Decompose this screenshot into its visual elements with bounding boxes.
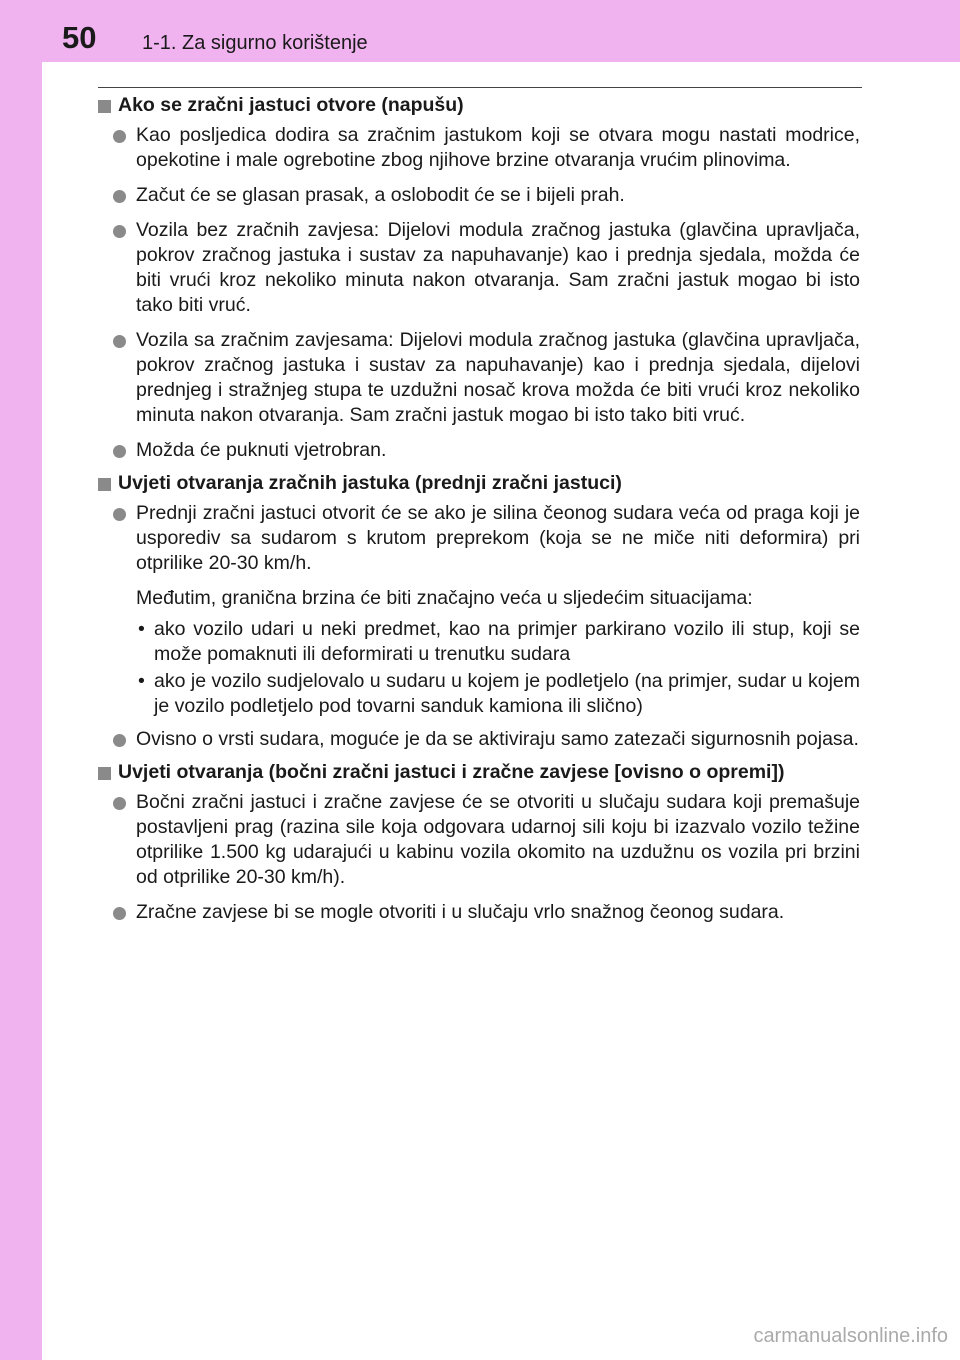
watermark: carmanualsonline.info [753,1325,948,1347]
section-heading-text: Uvjeti otvaranja zračnih jastuka (prednji zračni jastuci) [118,472,622,494]
circle-bullet-icon [113,335,126,348]
circle-bullet-icon [113,508,126,521]
circle-bullet-icon [113,225,126,238]
list-item-text: Začut će se glasan prasak, a oslobodit će se i bijeli prah. [136,184,625,206]
section-heading-text: Ako se zračni jastuci otvore (napušu) [118,94,464,116]
running-title: 1-1. Za sigurno korištenje [142,32,368,54]
section-heading [98,471,860,496]
list-item [98,123,860,173]
section-heading [98,93,860,118]
sub-list-item [98,669,860,719]
list-item-text: Vozila sa zračnim zavjesama: Dijelovi modula zračnog jastuka (glavčina upravljača, pokrov zračnog jastuka i sustav za napuhavanje) kao i prednja sjedala, dijelovi prednjeg i stražnjeg stupa te uzdužni nosač krova možda će biti vrući kroz nekoliko minuta nakon otvaranja. Sam zračni jastuk mogao bi isto tako biti vruć. [136,329,860,426]
page-content [98,93,860,935]
list-item-text: Ovisno o vrsti sudara, moguće je da se aktiviraju samo zatezači sigurnosnih pojasa. [136,728,859,750]
list-item [98,501,860,576]
section-heading [98,760,860,785]
list-item [98,727,860,752]
list-item-text: Zračne zavjese bi se mogle otvoriti i u slučaju vrlo snažnog čeonog sudara. [136,901,785,923]
list-item [98,183,860,208]
circle-bullet-icon [113,190,126,203]
list-item-text: Kao posljedica dodira sa zračnim jastukom koji se otvara mogu nastati modrice, opekotine i male ogrebotine zbog njihove brzine otvaranja vrućim plinovima. [136,124,860,171]
circle-bullet-icon [113,734,126,747]
page-number: 50 [62,20,97,55]
note-text: Međutim, granična brzina će biti značajno veća u sljedećim situacijama: [136,587,753,609]
circle-bullet-icon [113,797,126,810]
section-heading-text: Uvjeti otvaranja (bočni zračni jastuci i zračne zavjese [ovisno o opremi]) [118,761,785,783]
list-item [98,218,860,318]
sub-list-item-text: ako je vozilo sudjelovalo u sudaru u kojem je podletjelo (na primjer, sudar u kojem je vozilo podletjelo pod tovarni sanduk kamiona ili slično) [154,670,860,717]
list-item-text: Prednji zračni jastuci otvorit će se ako je silina čeonog sudara veća od praga koji je usporediv sa sudarom s krutom preprekom (koja se ne miče niti deformira) pri otprilike 20-30 km/h. [136,502,860,574]
dot-marker: • [138,618,145,640]
list-item-text: Možda će puknuti vjetrobran. [136,439,387,461]
sub-list-item [98,617,860,667]
circle-bullet-icon [113,907,126,920]
list-item [98,328,860,428]
sub-list-item-text: ako vozilo udari u neki predmet, kao na primjer parkirano vozilo ili stup, koji se može pomaknuti ili deformirati u trenutku sudara [154,618,860,665]
list-item [98,790,860,890]
list-item [98,438,860,463]
square-bullet-icon [98,100,111,113]
square-bullet-icon [98,767,111,780]
square-bullet-icon [98,478,111,491]
header-rule [98,87,862,88]
side-color-band [0,0,42,1360]
list-item [98,900,860,925]
dot-marker: • [138,670,145,692]
circle-bullet-icon [113,445,126,458]
list-item-text: Vozila bez zračnih zavjesa: Dijelovi modula zračnog jastuka (glavčina upravljača, pokrov zračnog jastuka i sustav za napuhavanje) kao i prednja sjedala, možda će biti vrući kroz nekoliko minuta nakon otvaranja. Sam zračni jastuk mogao bi isto tako biti vruć. [136,219,860,316]
list-item-text: Bočni zračni jastuci i zračne zavjese će se otvoriti u slučaju sudara koji premašuje postavljeni prag (razina sile koja odgovara udarnoj sili koju bi izazvalo vozilo težine otprilike 1.500 kg udarajući u kabinu vozila okomito na uzdužnu os vozila pri brzini od otprilike 20-30 km/h). [136,791,860,888]
circle-bullet-icon [113,130,126,143]
